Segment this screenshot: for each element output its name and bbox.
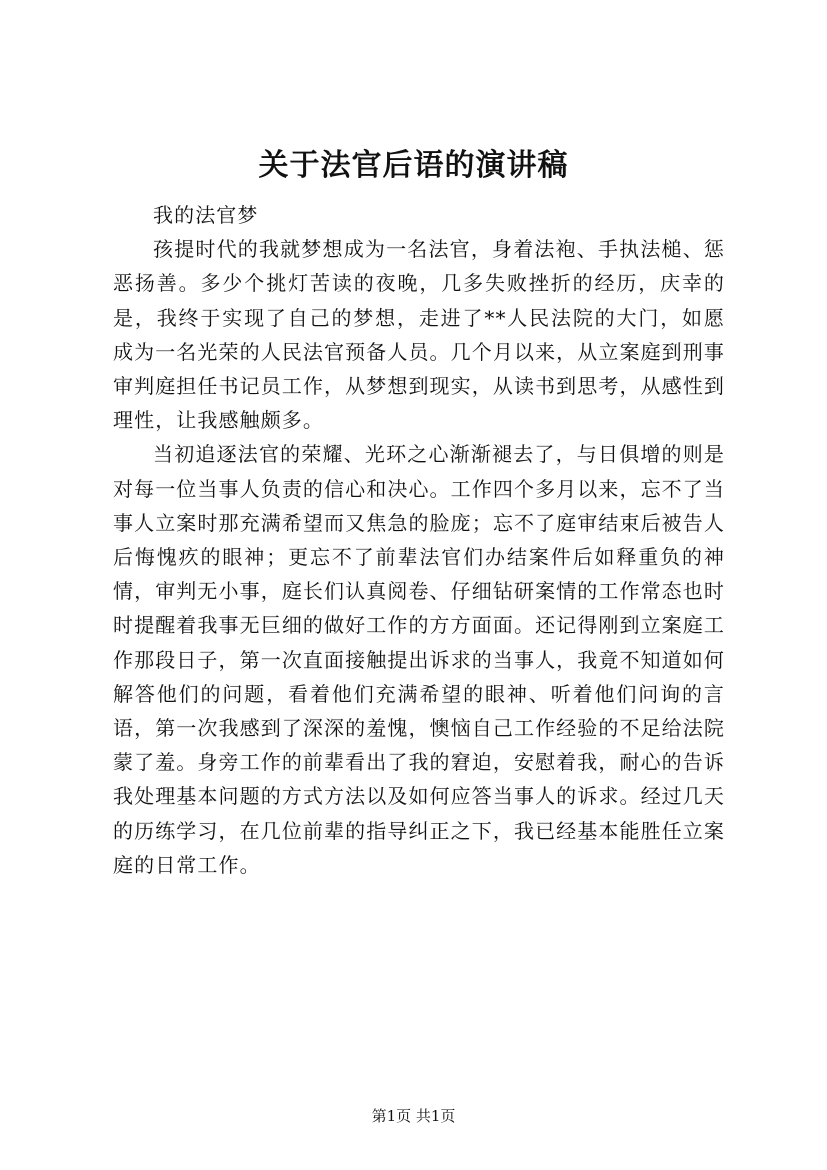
paragraph-1: 孩提时代的我就梦想成为一名法官，身着法袍、手执法槌、惩恶扬善。多少个挑灯苦读的夜晚，几多失败挫折的经历，庆幸的是，我终于实现了自己的梦想，走进了**人民法院的大门，如愿成为一名光荣的人民法官预备人员。几个月以来，从立案庭到刑事审判庭担任书记员工作，从梦想到现实，从读书到思考，从感性到理性，让我感触颇多。	[113, 237, 725, 433]
document-body	[113, 198, 725, 882]
paragraph-2: 当初追逐法官的荣耀、光环之心渐渐褪去了，与日俱增的则是对每一位当事人负责的信心和决心。工作四个多月以来，忘不了当事人立案时那充满希望而又焦急的脸庞；忘不了庭审结束后被告人后悔愧疚的眼神；更忘不了前辈法官们办结案件后如释重负的神情，审判无小事，庭长们认真阅卷、仔细钻研案情的工作常态也时时提醒着我事无巨细的做好工作的方方面面。还记得刚到立案庭工作那段日子，第一次直面接触提出诉求的当事人，我竟不知道如何解答他们的问题，看着他们充满希望的眼神、听着他们问询的言语，第一次我感到了深深的羞愧，懊恼自己工作经验的不足给法院蒙了羞。身旁工作的前辈看出了我的窘迫，安慰着我，耐心的告诉我处理基本问题的方式方法以及如何应答当事人的诉求。经过几天的历练学习，在几位前辈的指导纠正之下，我已经基本能胜任立案庭的日常工作。	[113, 442, 725, 877]
page-footer: 第1页 共1页	[371, 1107, 456, 1125]
document-title: 关于法官后语的演讲稿	[258, 148, 569, 183]
paragraph-heading: 我的法官梦	[153, 203, 259, 227]
